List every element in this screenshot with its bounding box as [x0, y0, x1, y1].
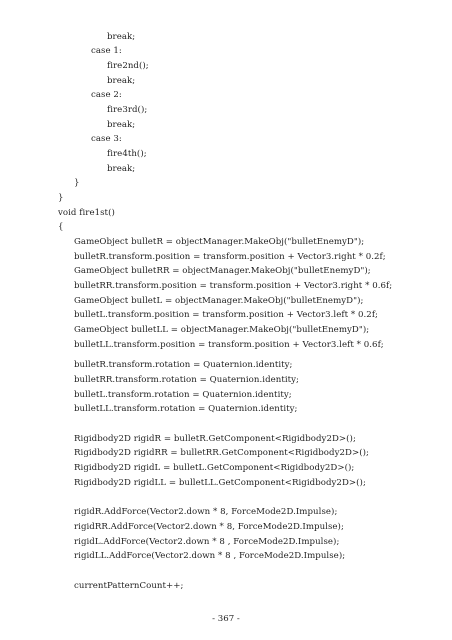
code-line: Rigidbody2D rigidR = bulletR.GetComponent<Rigidbody2D>();: [74, 434, 356, 444]
code-line: case 3:: [91, 134, 122, 144]
code-line: bulletL.transform.rotation = Quaternion.identity;: [74, 390, 292, 400]
code-line: fire4th();: [107, 149, 147, 159]
code-line: bulletLL.transform.position = transform.position + Vector3.left * 0.6f;: [74, 340, 384, 350]
code-line: void fire1st(): [58, 208, 115, 218]
code-line: break;: [107, 76, 136, 86]
code-line: }: [58, 193, 64, 203]
code-line: fire3rd();: [107, 105, 148, 115]
code-line: bulletL.transform.position = transform.position + Vector3.left * 0.2f;: [74, 310, 378, 320]
code-line: bulletR.transform.rotation = Quaternion.identity;: [74, 360, 293, 370]
code-line: bulletRR.transform.rotation = Quaternion.identity;: [74, 375, 300, 385]
code-line: {: [58, 222, 64, 232]
code-line: GameObject bulletLL = objectManager.MakeObj("bulletEnemyD");: [74, 325, 370, 335]
code-line: rigidRR.AddForce(Vector2.down * 8, ForceMode2D.Impulse);: [74, 522, 344, 532]
page-number: - 367 -: [212, 614, 240, 624]
code-line: Rigidbody2D rigidLL = bulletLL.GetComponent<Rigidbody2D>();: [74, 478, 366, 488]
code-line: bulletRR.transform.position = transform.position + Vector3.right * 0.6f;: [74, 281, 393, 291]
code-line: case 2:: [91, 90, 122, 100]
code-line: GameObject bulletR = objectManager.MakeObj("bulletEnemyD");: [74, 237, 365, 247]
code-line: GameObject bulletRR = objectManager.MakeObj("bulletEnemyD");: [74, 266, 371, 276]
code-line: bulletLL.transform.rotation = Quaternion.identity;: [74, 404, 298, 414]
code-line: Rigidbody2D rigidRR = bulletRR.GetComponent<Rigidbody2D>();: [74, 448, 369, 458]
code-line: bulletR.transform.position = transform.position + Vector3.right * 0.2f;: [74, 252, 386, 262]
code-line: GameObject bulletL = objectManager.MakeObj("bulletEnemyD");: [74, 296, 364, 306]
code-line: rigidR.AddForce(Vector2.down * 8, ForceMode2D.Impulse);: [74, 507, 338, 517]
code-line: }: [74, 178, 80, 188]
code-line: break;: [107, 32, 136, 42]
code-line: break;: [107, 164, 136, 174]
code-line: Rigidbody2D rigidL = bulletL.GetComponent<Rigidbody2D>();: [74, 463, 355, 473]
code-line: case 1:: [91, 46, 122, 56]
code-line: rigidL.AddForce(Vector2.down * 8 , ForceMode2D.Impulse);: [74, 537, 340, 547]
code-line: fire2nd();: [107, 61, 149, 71]
code-line: rigidLL.AddForce(Vector2.down * 8 , ForceMode2D.Impulse);: [74, 551, 346, 561]
code-line: currentPatternCount++;: [74, 581, 184, 591]
code-line: break;: [107, 120, 136, 130]
